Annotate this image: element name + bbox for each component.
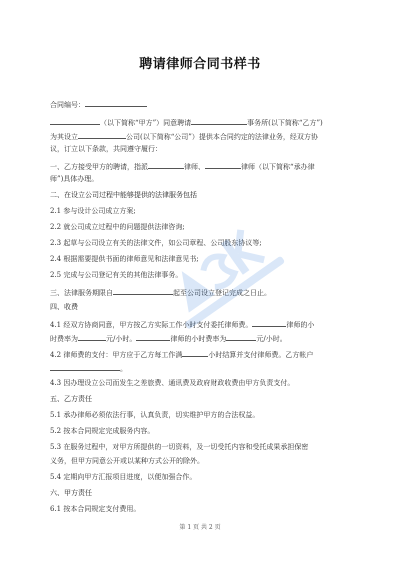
billing-hours-blank: [182, 348, 208, 357]
fee-4-1-text-d: 元/小时。: [106, 335, 137, 343]
clause-1-line-1: [50, 160, 360, 172]
clause-1-line-2: [50, 174, 360, 184]
service-item: 2.4 根据需要提供书面的律师意见和法律意见书;: [50, 255, 199, 263]
intro-text-4: 公司(以下简称“公司”）提供本合同约定的法律业务，经双方协: [126, 133, 318, 141]
lawyer-2-blank: [205, 160, 241, 169]
service-item: 2.5 完成与公司登记有关的其他法律事务。: [50, 271, 183, 279]
intro-line-3: [50, 144, 360, 154]
fee-4-1-text-e: 律师的小时费率为: [170, 335, 227, 343]
duty-item: 5.3 在服务过程中，对甲方所提供的一切资料，及一切受托内容和受托成果承担保密: [50, 443, 309, 451]
document-title: 聘请律师合同书样书: [139, 57, 261, 72]
hourly-rate-1-blank: [78, 332, 106, 341]
clause-3-text-a: 三、法律服务期限自: [50, 289, 113, 297]
fee-4-1-line-2: [50, 332, 360, 344]
clause-6-heading: 六、甲方责任: [50, 489, 92, 497]
fee-4-1-text-c: 时费率为: [50, 335, 78, 343]
service-item: 2.2 就公司成立过程中的问题提供法律咨询;: [50, 223, 185, 231]
fee-4-2-line-2: [50, 362, 360, 374]
fee-4-2-text-a: 4.2 律师费的支付：甲方应于乙方每工作满: [50, 351, 183, 359]
contract-number-blank: [85, 98, 147, 107]
contract-number-line: [50, 98, 360, 110]
duty-item: 5.2 按本合同规定完成服务内容。: [50, 427, 155, 435]
company-blank: [78, 130, 126, 139]
fee-4-1-text-a: 4.1 经双方协商同意，甲方按乙方实际工作小时支付委托律师费。: [50, 321, 253, 329]
fee-4-1-text-b: 律师的小: [286, 321, 315, 329]
fee-4-2-text-b: 小时结算并支付律师费。乙方帐户: [208, 351, 314, 359]
page-footer: 第 1 页 共 2 页: [179, 524, 221, 531]
fee-4-2-text-c: 。: [120, 365, 127, 373]
intro-line-1: [50, 116, 360, 128]
duty-item: 5.4 定期向甲方汇报项目进度，以便加强合作。: [50, 473, 197, 481]
party-a-blank: [50, 116, 100, 125]
clause-1-text-a: 一、乙方接受甲方的聘请，指派: [50, 163, 148, 171]
intro-text-5: 议，订立以下条款，共同遵守履行：: [50, 145, 162, 153]
intro-text-1: （以下简称“甲方”）同意聘请: [100, 119, 192, 127]
fee-4-1-line-1: [50, 318, 360, 330]
contract-number-label: 合同编号：: [50, 101, 85, 109]
clause-1-text-c: 律师（以下简称“承办律: [241, 163, 315, 171]
lawyer-1-blank: [148, 160, 184, 169]
lawyer-fee-2-blank: [136, 332, 170, 341]
hourly-rate-2-blank: [226, 332, 256, 341]
fee-4-3: 4.3 因办理设立公司而发生之差旅费、通讯费及政府财政收费由甲方负责支付。: [50, 379, 295, 387]
fee-4-2-line-1: [50, 348, 360, 360]
duty-item: 5.1 承办律师必须依法行事，认真负责，切实维护甲方的合法权益。: [50, 411, 260, 419]
duty-item: 义务，但甲方同意公开或以某种方式公开的除外。: [50, 457, 204, 465]
clause-1-text-d: 师”)具体办理。: [50, 175, 99, 183]
service-period-blank: [113, 286, 173, 295]
account-blank: [50, 362, 120, 371]
clause-2-heading: 二、在设立公司过程中能够提供的法律服务包括: [50, 191, 197, 199]
service-item: 2.3 起草与公司设立有关的法律文件，如公司章程、公司股东协议等;: [50, 239, 262, 247]
intro-line-2: [50, 130, 360, 142]
clause-1-text-b: 律师、: [184, 163, 205, 171]
intro-text-2: 事务所(以下简称“乙方”): [247, 119, 323, 127]
clause-3-line: [50, 286, 360, 298]
fee-4-1-text-f: 元/小时。: [256, 335, 287, 343]
duty-item: 6.1 按本合同规定支付费用。: [50, 505, 141, 513]
intro-text-3: 为其设立: [50, 133, 78, 141]
clause-5-heading: 五、乙方责任: [50, 395, 92, 403]
service-item: 2.1 参与设计公司成立方案;: [50, 207, 136, 215]
clause-4-heading: 四、收费: [50, 303, 78, 311]
lawyer-fee-1-blank: [252, 318, 286, 327]
law-firm-blank: [191, 116, 247, 125]
clause-3-text-b: 起至公司设立登记完成之日止。: [173, 289, 271, 297]
